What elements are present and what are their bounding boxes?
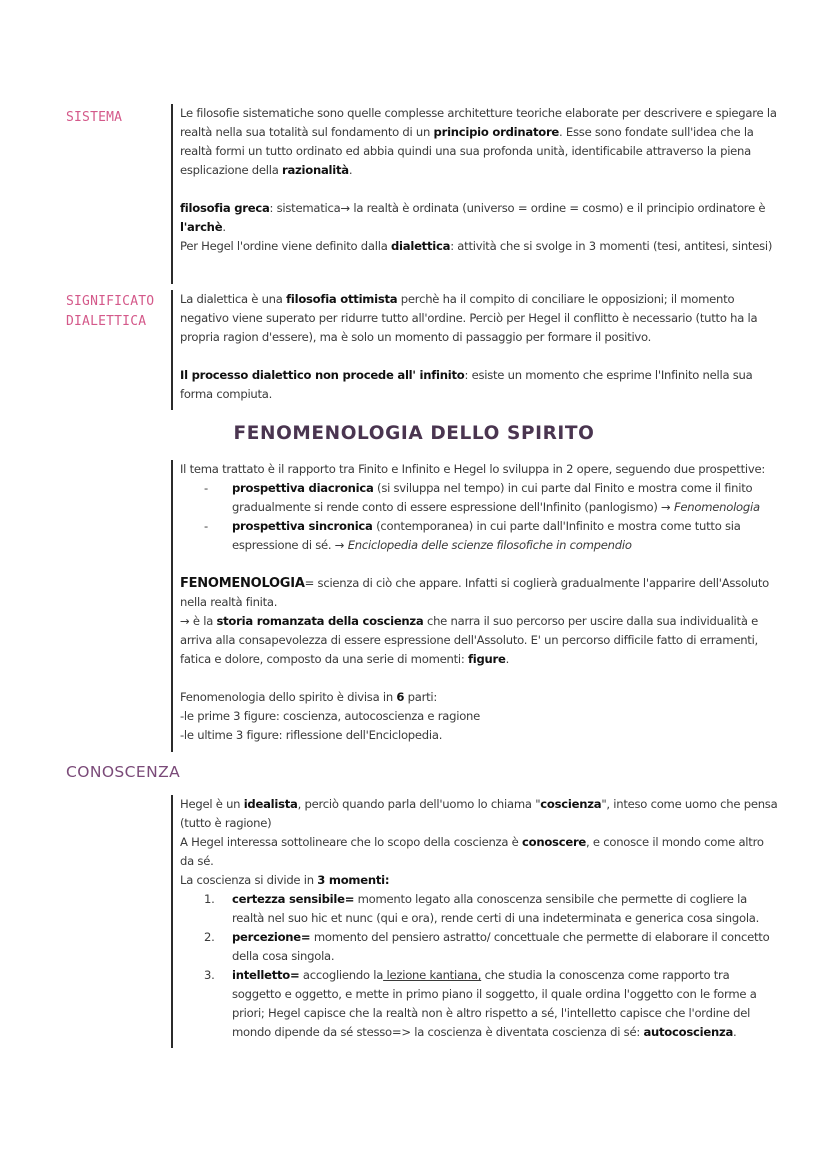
list-item-certezza-sensibile	[180, 890, 780, 928]
bold-term: prospettiva sincronica	[232, 519, 373, 533]
text: .	[348, 163, 353, 177]
text: .	[733, 1025, 737, 1039]
text: Hegel è un	[180, 797, 244, 811]
bold-six: 6	[396, 690, 405, 704]
bold-idealista: idealista	[243, 797, 298, 811]
dialettica-paragraph-1	[180, 290, 780, 347]
bold-autocoscienza: autocoscienza	[643, 1025, 734, 1039]
underlined-lezione-kantiana: lezione kantiana,	[383, 968, 482, 982]
text: La dialettica è una	[180, 292, 287, 306]
dash-marker: -	[204, 481, 208, 495]
list-item-intelletto	[180, 966, 780, 1042]
text: momento del pensiero astratto/ concettuale che permette di elaborare il concetto della cosa singola.	[232, 930, 770, 963]
bold-principio-ordinatore: principio ordinatore	[433, 125, 560, 139]
bold-arche: l'archè	[180, 220, 223, 234]
section-heading-conoscenza: CONOSCENZA	[66, 763, 181, 781]
bold-fenomenologia: FENOMENOLOGIA	[180, 576, 305, 591]
text: La coscienza si divide in	[180, 873, 318, 887]
spacer	[180, 555, 780, 574]
text: A Hegel interessa sottolineare che lo scopo della coscienza è	[180, 835, 522, 849]
text: : esiste un momento che esprime l'Infinito nella sua forma compiuta.	[180, 368, 753, 401]
bold-processo-dialettico: Il processo dialettico non procede all' infinito	[180, 368, 465, 382]
fenomenologia-story	[180, 612, 780, 669]
label-line-2: DIALETTICA	[66, 314, 147, 329]
list-item-sincronica	[180, 517, 780, 555]
side-label-sistema: SISTEMA	[66, 110, 123, 125]
number-marker: 2.	[204, 930, 215, 944]
text: che studia la conoscenza come rapporto tra soggetto e oggetto, e mette in primo piano il soggetto, il quale ordina l'oggetto con le forme a priori; Hegel capisce che la realtà non è altro rispetto a sé, l'intelletto capisce che l'ordine del mondo dipende da sé stesso=> la coscienza è diventata coscienza di sé:	[232, 968, 757, 1039]
bold-filosofia-greca: filosofia greca	[180, 201, 270, 215]
main-heading-text: FENOMENOLOGIA DELLO SPIRITO	[233, 423, 595, 444]
italic-title: Enciclopedia delle scienze filosofiche in compendio	[347, 538, 632, 552]
list-item-percezione	[180, 928, 780, 966]
text: , perciò quando parla dell'uomo lo chiama "	[297, 797, 541, 811]
bold-razionalita: razionalità	[282, 163, 349, 177]
text: = scienza di ciò che appare. Infatti si coglierà gradualmente l'apparire dell'Assoluto nella realtà finita.	[180, 576, 770, 609]
dialettica-block	[171, 290, 780, 410]
list-item-diacronica	[180, 479, 780, 517]
fenomenologia-parts	[180, 688, 780, 707]
conoscenza-paragraph-3	[180, 871, 780, 890]
text: Le filosofie sistematiche sono quelle complesse architetture teoriche elaborate per descrivere e spiegare la realtà nella sua totalità sul fondamento di un	[180, 106, 777, 139]
italic-title: Fenomenologia	[673, 500, 760, 514]
text: Per Hegel l'ordine viene definito dalla	[180, 239, 391, 253]
text: (contemporanea) in cui parte dall'Infinito e mostra come tutto sia espressione di sé. →	[232, 519, 741, 552]
bold-coscienza: coscienza	[540, 797, 602, 811]
label-line-1: SIGNIFICATO	[66, 294, 155, 309]
main-heading	[0, 423, 828, 444]
fenomenologia-intro: Il tema trattato è il rapporto tra Finito e Infinito e Hegel lo sviluppa in 2 opere, seguendo due prospettive:	[180, 462, 765, 476]
number-marker: 3.	[204, 968, 215, 982]
prospettive-list	[180, 479, 780, 555]
bold-term: prospettiva diacronica	[232, 481, 374, 495]
parts-line-last: -le ultime 3 figure: riflessione dell'Enciclopedia.	[180, 728, 443, 742]
fenomenologia-definition	[180, 574, 780, 612]
fenomenologia-block	[171, 460, 780, 752]
text: , e conosce il mondo come altro da sé.	[180, 835, 764, 868]
bold-term: intelletto=	[232, 968, 300, 982]
text: → è la	[180, 614, 217, 628]
text: : sistematica→ la realtà è ordinata (universo = ordine = cosmo) e il principio ordinatore è	[269, 201, 766, 215]
number-marker: 1.	[204, 892, 215, 906]
bold-term: certezza sensibile=	[232, 892, 355, 906]
text: (si sviluppa nel tempo) in cui parte dal Finito e mostra come il finito gradualmente si rende conto di essere espressione dell'Infinito (panlogismo) →	[232, 481, 753, 514]
side-label-significato-dialettica	[66, 292, 154, 332]
momenti-list	[180, 890, 780, 1042]
parts-line-first: -le prime 3 figure: coscienza, autocoscienza e ragione	[180, 709, 481, 723]
bold-tre-momenti: 3 momenti:	[317, 873, 390, 887]
text: parti:	[404, 690, 438, 704]
text: accogliendo la	[299, 968, 384, 982]
sistema-block	[171, 104, 780, 284]
text: che narra il suo percorso per uscire dalla sua individualità e arriva alla consapevolezza di essere espressione dell'Assoluto. E' un percorso difficile fatto di erramenti, fatica e dolore, composto da una serie di momenti:	[180, 614, 759, 666]
text: ", inteso come uomo che pensa (tutto è ragione)	[180, 797, 778, 830]
spacer	[180, 347, 780, 366]
text: . Esse sono fondate sull'idea che la realtà formi un tutto ordinato ed abbia quindi una sua profonda unità, identificabile attraverso la piena esplicazione della	[180, 125, 754, 177]
bold-storia-romanzata: storia romanzata della coscienza	[216, 614, 424, 628]
bold-dialettica: dialettica	[391, 239, 451, 253]
sistema-paragraph-2	[180, 199, 780, 237]
bold-filosofia-ottimista: filosofia ottimista	[286, 292, 398, 306]
sistema-paragraph-3	[180, 237, 780, 256]
bold-conoscere: conoscere	[522, 835, 587, 849]
conoscenza-block	[171, 795, 780, 1048]
bold-figure: figure	[467, 652, 506, 666]
conoscenza-paragraph-1	[180, 795, 780, 833]
text: : attività che si svolge in 3 momenti (tesi, antitesi, sintesi)	[450, 239, 773, 253]
spacer	[180, 669, 780, 688]
conoscenza-paragraph-2	[180, 833, 780, 871]
text: perchè ha il compito di conciliare le opposizioni; il momento negativo viene superato per ridurre tutto all'ordine. Perciò per Hegel il conflitto è necessario (tutto ha la propria ragion d'essere), ma è solo un momento di passaggio per formare il positivo.	[180, 292, 758, 344]
dialettica-paragraph-2	[180, 366, 780, 404]
spacer	[180, 180, 780, 199]
text: .	[505, 652, 510, 666]
dash-marker: -	[204, 519, 208, 533]
text: momento legato alla conoscenza sensibile che permette di cogliere la realtà nel suo hic et nunc (qui e ora), rende certi di una indeterminata e generica cosa singola.	[232, 892, 760, 925]
sistema-paragraph-1	[180, 104, 780, 180]
bold-term: percezione=	[232, 930, 311, 944]
text: .	[222, 220, 226, 234]
text: Fenomenologia dello spirito è divisa in	[180, 690, 397, 704]
